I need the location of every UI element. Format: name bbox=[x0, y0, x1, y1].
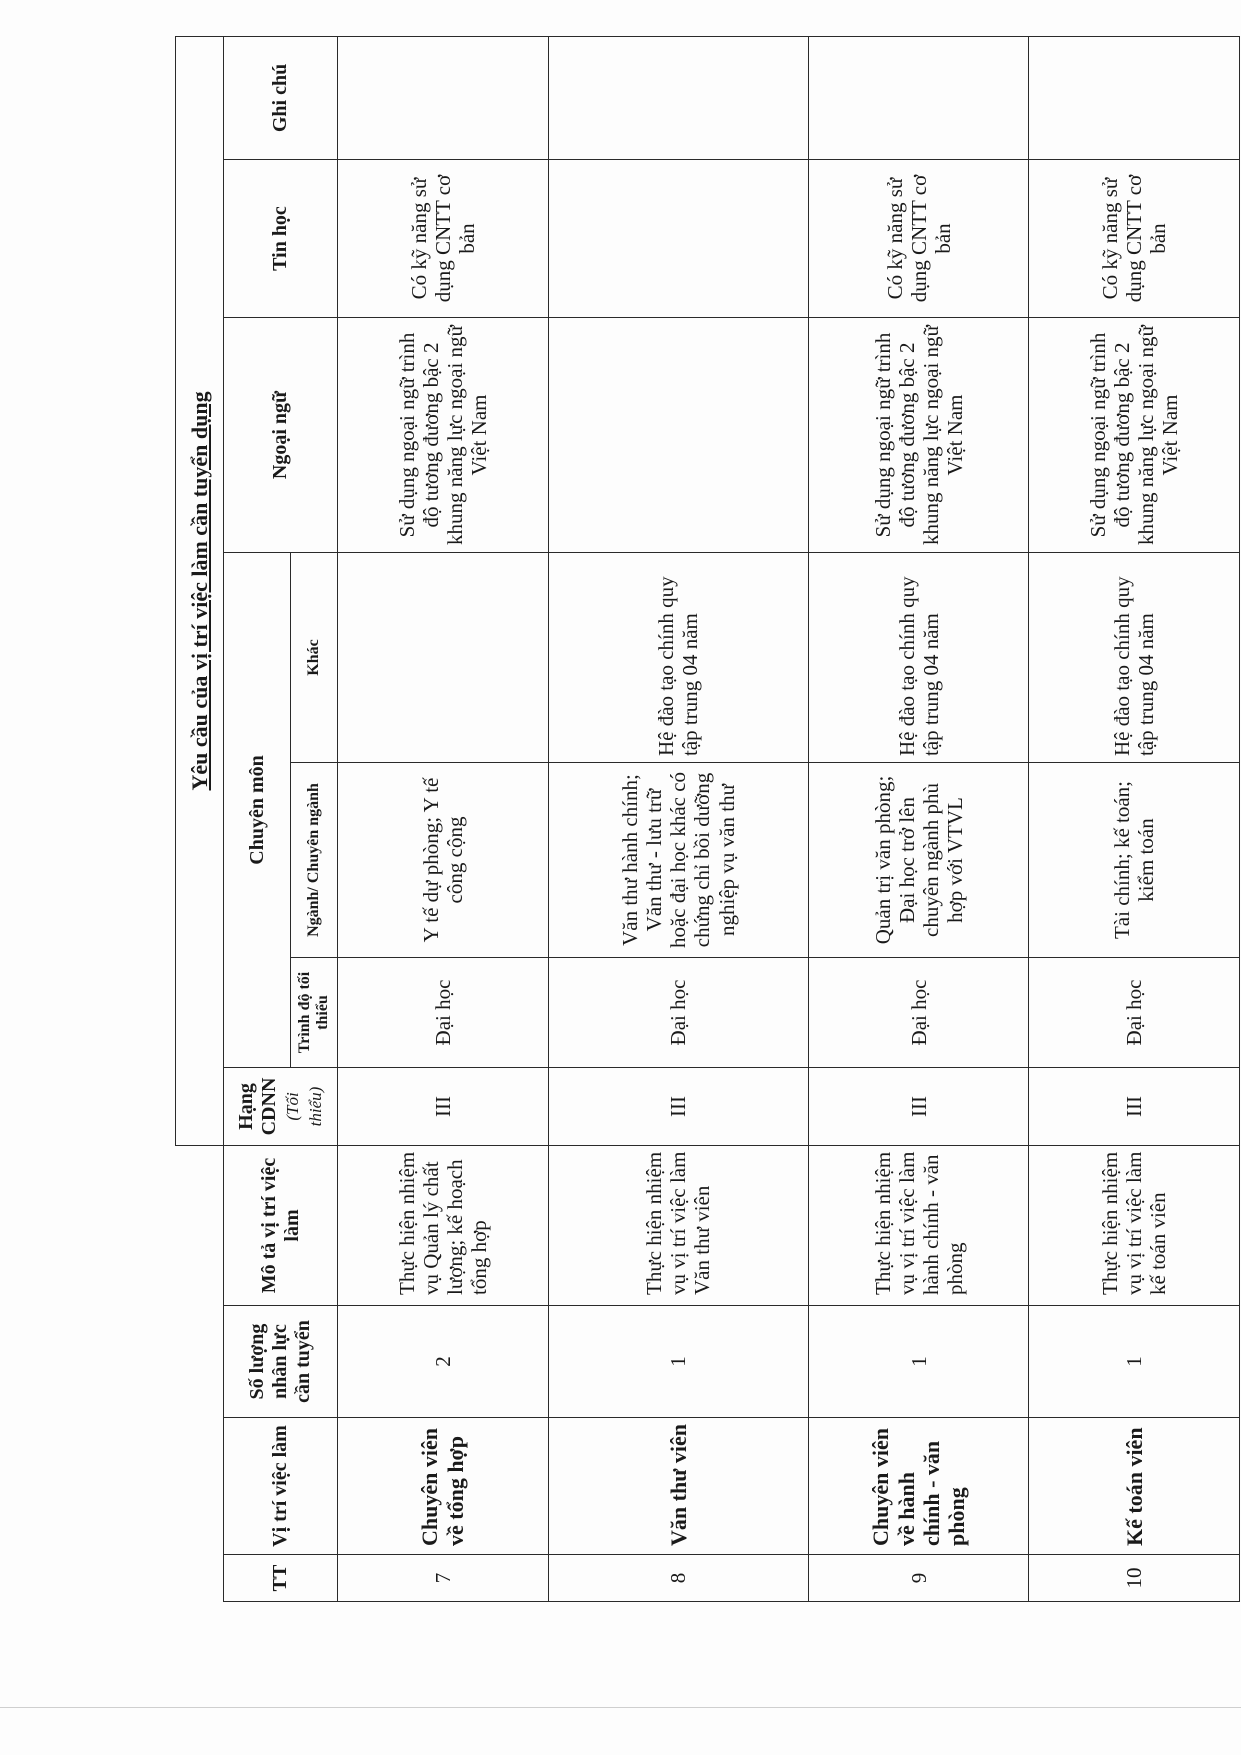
quantity-cell: 1 bbox=[548, 1306, 809, 1418]
scan-artifact-line bbox=[0, 1707, 1241, 1708]
quantity-cell: 1 bbox=[809, 1306, 1029, 1418]
note-cell bbox=[338, 36, 549, 159]
table-row bbox=[338, 36, 549, 1601]
major-cell: Văn thư hành chính; Văn thư - lưu trữ hoặc đại học khác có chứng chỉ bồi dưỡng nghiệp vụ văn thư bbox=[548, 763, 809, 958]
it-cell: Có kỹ năng sử dụng CNTT cơ bản bbox=[338, 160, 549, 318]
note-cell bbox=[548, 36, 809, 159]
rank-cell: III bbox=[1029, 1068, 1240, 1146]
rank-header bbox=[224, 1068, 338, 1146]
description-cell: Thực hiện nhiệm vụ Quản lý chất lượng; kế hoạch tổng hợp bbox=[338, 1146, 549, 1306]
position-header: Vị trí việc làm bbox=[224, 1418, 338, 1555]
quantity-cell: 1 bbox=[1029, 1306, 1240, 1418]
tt-cell: 10 bbox=[1029, 1555, 1240, 1602]
position-cell: Chuyên viên về tổng hợp bbox=[338, 1418, 549, 1555]
major-cell: Y tế dự phòng; Y tế công cộng bbox=[338, 763, 549, 958]
tt-header: TT bbox=[224, 1555, 338, 1602]
other-cell bbox=[338, 553, 549, 763]
language-header: Ngoại ngữ bbox=[224, 318, 338, 553]
other-cell: Hệ đào tạo chính quy tập trung 04 năm bbox=[809, 553, 1029, 763]
rank-header-note: (Tối thiểu) bbox=[282, 1086, 325, 1127]
other-header: Khác bbox=[291, 553, 338, 763]
position-cell: Văn thư viên bbox=[548, 1418, 809, 1555]
it-cell: Có kỹ năng sử dụng CNTT cơ bản bbox=[1029, 160, 1240, 318]
other-cell: Hệ đào tạo chính quy tập trung 04 năm bbox=[1029, 553, 1240, 763]
min-level-cell: Đại học bbox=[338, 958, 549, 1068]
note-cell bbox=[809, 36, 1029, 159]
note-header: Ghi chú bbox=[224, 36, 338, 159]
min-level-cell: Đại học bbox=[809, 958, 1029, 1068]
rank-cell: III bbox=[548, 1068, 809, 1146]
it-header: Tin học bbox=[224, 160, 338, 318]
major-cell: Tài chính; kế toán; kiểm toán bbox=[1029, 763, 1240, 958]
language-cell: Sử dụng ngoại ngữ trình độ tương đương bậc 2 khung năng lực ngoại ngữ Việt Nam bbox=[338, 318, 549, 553]
rank-cell: III bbox=[338, 1068, 549, 1146]
position-cell: Chuyên viên về hành chính - văn phòng bbox=[809, 1418, 1029, 1555]
table-row bbox=[1029, 36, 1240, 1601]
it-cell bbox=[548, 160, 809, 318]
recruitment-table bbox=[175, 36, 1240, 1602]
language-cell: Sử dụng ngoại ngữ trình độ tương đương bậc 2 khung năng lực ngoại ngữ Việt Nam bbox=[809, 318, 1029, 553]
language-cell bbox=[548, 318, 809, 553]
table-row bbox=[809, 36, 1029, 1601]
tt-cell: 9 bbox=[809, 1555, 1029, 1602]
description-cell: Thực hiện nhiệm vụ vị trí việc làm kế toán viên bbox=[1029, 1146, 1240, 1306]
requirements-header: Yêu cầu của vị trí việc làm cần tuyển dụng bbox=[176, 36, 224, 1145]
empty-corner-cell bbox=[176, 1146, 224, 1602]
rank-cell: III bbox=[809, 1068, 1029, 1146]
major-header: Ngành/ Chuyên ngành bbox=[291, 763, 338, 958]
description-cell: Thực hiện nhiệm vụ vị trí việc làm Văn thư viên bbox=[548, 1146, 809, 1306]
rotated-table-container bbox=[175, 37, 1193, 1602]
tt-cell: 7 bbox=[338, 1555, 549, 1602]
major-cell: Quản trị văn phòng; Đại học trở lên chuyên ngành phù hợp với VTVL bbox=[809, 763, 1029, 958]
tt-cell: 8 bbox=[548, 1555, 809, 1602]
description-cell: Thực hiện nhiệm vụ vị trí việc làm hành chính - văn phòng bbox=[809, 1146, 1029, 1306]
note-cell bbox=[1029, 36, 1240, 159]
quantity-cell: 2 bbox=[338, 1306, 549, 1418]
rank-header-label: Hạng CDNN bbox=[234, 1077, 280, 1136]
min-level-cell: Đại học bbox=[548, 958, 809, 1068]
language-cell: Sử dụng ngoại ngữ trình độ tương đương bậc 2 khung năng lực ngoại ngữ Việt Nam bbox=[1029, 318, 1240, 553]
it-cell: Có kỹ năng sử dụng CNTT cơ bản bbox=[809, 160, 1029, 318]
min-level-cell: Đại học bbox=[1029, 958, 1240, 1068]
table-row bbox=[548, 36, 809, 1601]
position-cell: Kế toán viên bbox=[1029, 1418, 1240, 1555]
other-cell: Hệ đào tạo chính quy tập trung 04 năm bbox=[548, 553, 809, 763]
quantity-header: Số lượng nhân lực cần tuyển bbox=[224, 1306, 338, 1418]
professional-header: Chuyên môn bbox=[224, 553, 291, 1068]
description-header: Mô tả vị trí việc làm bbox=[224, 1146, 338, 1306]
min-level-header: Trình độ tối thiểu bbox=[291, 958, 338, 1068]
